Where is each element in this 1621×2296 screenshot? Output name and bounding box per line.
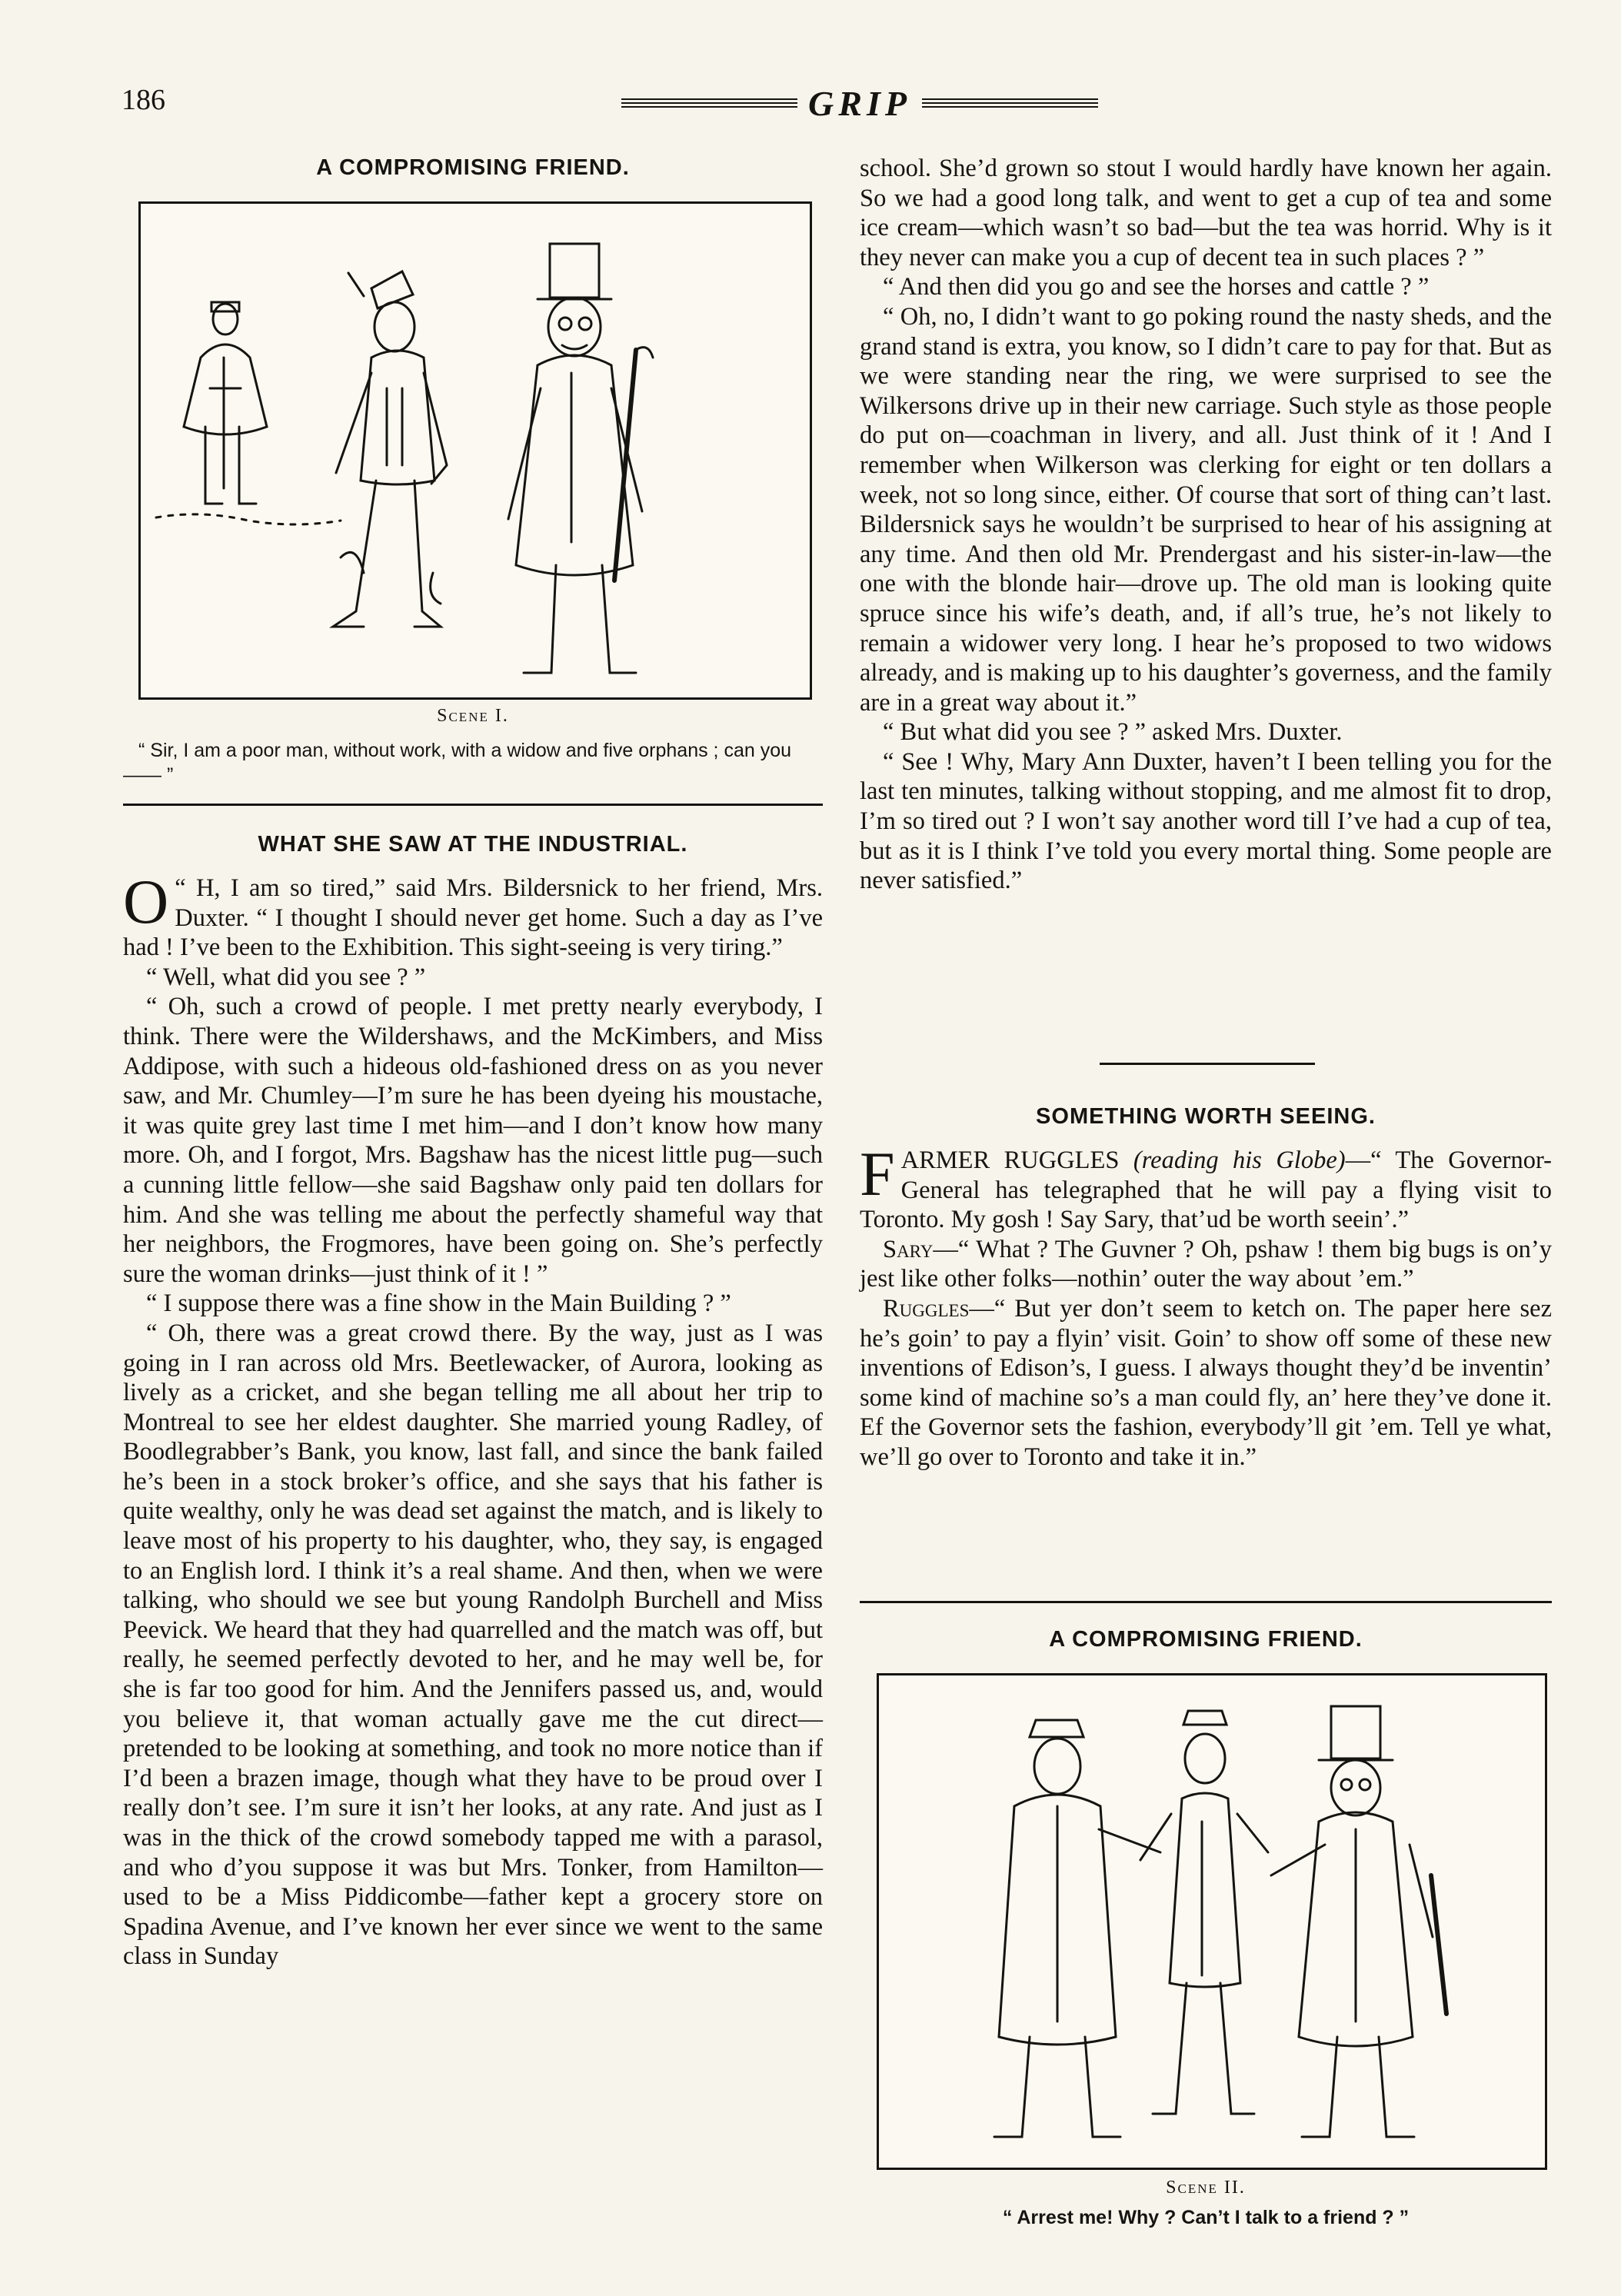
story-continued — [860, 154, 1552, 896]
cartoon-scene-2 — [879, 1675, 1545, 2168]
masthead-title: GRIP — [808, 83, 911, 123]
story-continued-paragraph-3: “ Oh, no, I didn’t want to go poking round the nasty sheds, and the grand stand is extra, you know, so I didn’t care to pay for that. But as we were standing near the ring, we were surprised to see the Wilkersons drive up in their new carriage. Such style as those people do put on—coachman in livery, and all. Just think of it ! And I remember when Wilkerson was clerking for eight or ten dollars a week, not so long since, either. Of course that sort of thing can’t last. Bildersnick says he wouldn’t be surprised to hear of his assigning at any time. And then old Mr. Prendergast and his sister-in-law—the one with the blonde hair—drove up. The old man is looking quite spruce since his wife’s death, and, if all’s true, he’s not likely to remain a widower very long. I hear he’s proposed to two widows already, and is making up to his daughter’s governess, and the family are in a great way about it.” — [860, 302, 1552, 717]
scene-1-label: Scene I. — [437, 706, 509, 726]
masthead-rule-right — [922, 98, 1098, 108]
sws-paragraph-3-text: —“ But yer don’t seem to ketch on. The paper here sez he’s goin’ to pay a flyin’ visit. Goin’ to show off some of these new inventions of Edison’s, I guess. I always thought they’d be inventin’ some kind of machine so’s a man could fly, an’ here they’ve done it. Ef the Governor sets the fashion, everybody’ll git ’em. Tell ye what, we’ll go over to Toronto and take it in.” — [860, 1294, 1552, 1471]
sws-paragraph-2 — [860, 1235, 1552, 1294]
drop-cap-o: O — [123, 867, 169, 937]
sws-speaker-ruggles: Ruggles — [883, 1294, 970, 1323]
heading-compromising-friend-1: A COMPROMISING FRIEND. — [316, 155, 630, 180]
sws-farmer-name: ARMER RUGGLES — [900, 1146, 1120, 1174]
scene-1-caption: “ Sir, I am a poor man, without work, with a widow and five orphans ; can you —— ” — [123, 740, 792, 786]
sws-paragraph-1 — [860, 1139, 1552, 1235]
illustration-scene-1 — [138, 201, 812, 700]
story-paragraph-4: “ I suppose there was a fine show in the Main Building ? ” — [146, 1289, 731, 1318]
story-continued-paragraph-4: “ But what did you see ? ” asked Mrs. Duxter. — [883, 718, 1343, 747]
scene-2-caption: “ Arrest me! Why ? Can’t I talk to a friend ? ” — [1002, 2207, 1410, 2228]
scene-2-label: Scene II. — [1166, 2178, 1246, 2198]
story-opening-text: H, I am so tired,” said Mrs. Bildersnick to her friend, Mrs. Duxter. “ I thought I should never get home. Such a day as I’ve had ! I’ve been to the Exhibition. This sight-seeing is very tiring.” — [123, 874, 823, 962]
heading-something-worth-seeing: SOMETHING WORTH SEEING. — [1036, 1104, 1376, 1129]
divider-left-1 — [123, 804, 823, 806]
divider-short — [1100, 1063, 1315, 1065]
story-continued-paragraph-5: “ See ! Why, Mary Ann Duxter, haven’t I been telling you for the last ten minutes, talking without stopping, and me almost fit to drop, I’m so tired out ? I won’t say another word till I’ve had a cup of tea, but as it is I think I’ve told you every mortal thing. Some people are never satisfied.” — [860, 747, 1552, 895]
drop-cap-f: F — [860, 1139, 895, 1209]
illustration-scene-2 — [877, 1673, 1547, 2170]
cartoon-scene-1 — [141, 204, 810, 697]
story-paragraph-3: “ Oh, such a crowd of people. I met pretty nearly everybody, I think. There were the Wildershaws, and the McKimbers, and Miss Addipose, with such a hideous old-fashioned dress on as you never saw, and Mr. Chumley—I’m sure he has been dyeing his moustache, it was quite grey last time I met him—and I don’t know how many more. Oh, and I forgot, Mrs. Bagshaw has the nicest little pug—such a cunning little fellow—she said Bagshaw only paid ten dollars for him. And she was telling me about the perfectly shameful way that her neighbors, the Frogmores, have been going on. She’s perfectly sure the woman drinks—just think of it ! ” — [123, 993, 823, 1288]
heading-what-she-saw: WHAT SHE SAW AT THE INDUSTRIAL. — [258, 832, 688, 857]
sws-paragraph-2-text: —“ What ? The Guvner ? Oh, pshaw ! them big bugs is on’y jest like other folks—nothin’ outer the way about ’em.” — [860, 1235, 1552, 1293]
story-something-worth-seeing — [860, 1139, 1552, 1472]
sws-paragraph-1-text: —“ The Governor-General has telegraphed that he will pay a flying visit to Toronto. My gosh ! Say Sary, that’ud be worth seein’.” — [860, 1146, 1552, 1234]
story-paragraph-2: “ Well, what did you see ? ” — [146, 963, 426, 991]
heading-compromising-friend-2: A COMPROMISING FRIEND. — [1049, 1627, 1363, 1652]
story-continued-paragraph-1: school. She’d grown so stout I would hardly have known her again. So we had a good long talk, and went to get a cup of tea and some ice cream—which wasn’t so bad—but the tea was horrid. Why is it they never can make you a cup of decent tea in such places ? ” — [860, 155, 1552, 271]
gentleman-figure-2 — [1271, 1706, 1446, 2137]
story-continued-paragraph-2: “ And then did you go and see the horses and cattle ? ” — [883, 273, 1430, 301]
masthead-rule-left — [621, 98, 797, 108]
story-paragraph-5: “ Oh, there was a great crowd there. By the way, just as I was going in I ran across old Mrs. Beetlewacker, of Aurora, looking as lively as a cricket, and she began telling me all about her trip to Montreal to see her eldest daughter. She married young Radley, of Boodlegrabber’s Bank, you know, last fall, and since the bank failed he’s been in a stock broker’s office, and she says that his father is quite wealthy, only he was dead set against the match, and is likely to leave most of his property to his daughter, who, they say, is engaged to an English lord. I think it’s a real shame. And then, when we were talking, who should we see but young Randolph Burchell and Miss Peevick. We heard that they had quarrelled and the match was off, but really, he seemed perfectly devoted to her, and he may well be, for she is far too good for him. And the Jennifers passed us, and, would you believe it, that woman actually gave me the cut direct—pretended to be looking at something, and took no more notice than if I’d been a brazen image, though what they have to be proud over I really don’t see. I’m sure it isn’t her looks, at any rate. And just as I was in the thick of the crowd somebody tapped me with a parasol, and who d’you suppose it was but Mrs. Tonker, from Hamilton—used to be a Miss Piddicombe—father kept a grocery store on Spadina Avenue, and I’ve known her ever since we went to the same class in Sunday — [123, 1319, 823, 1971]
sws-speaker-sary: Sary — [883, 1235, 934, 1263]
masthead — [621, 80, 1098, 126]
sws-paragraph-3 — [860, 1294, 1552, 1472]
policeman-figure — [184, 302, 267, 504]
gentleman-figure — [508, 244, 653, 673]
divider-right-1 — [860, 1601, 1552, 1603]
open-quote: “ — [175, 874, 186, 902]
policeman-figure-2 — [994, 1720, 1160, 2137]
sws-stage-direction: (reading his Globe) — [1133, 1146, 1346, 1174]
ragged-man-figure — [333, 271, 447, 627]
story-paragraph-1 — [123, 867, 823, 963]
ragged-man-figure-2 — [1140, 1711, 1268, 2114]
story-what-she-saw — [123, 867, 823, 1972]
page-number: 186 — [121, 84, 165, 116]
